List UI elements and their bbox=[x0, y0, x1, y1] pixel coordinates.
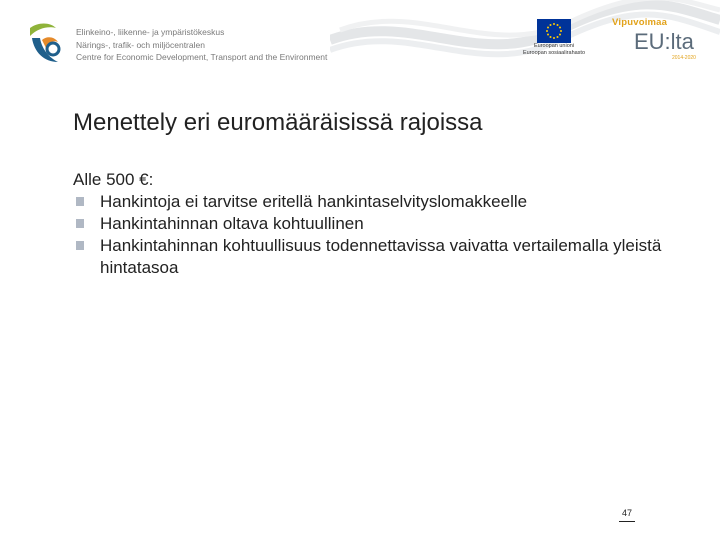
bullet-item bbox=[73, 213, 673, 235]
program-logo-main: EU:lta bbox=[634, 29, 694, 54]
eu-union-label: Euroopan unioni bbox=[533, 43, 575, 49]
slide-body bbox=[73, 169, 673, 279]
slide-title: Menettely eri euromääräisissä rajoissa bbox=[73, 109, 483, 136]
agency-name bbox=[76, 26, 327, 64]
square-bullet-icon bbox=[76, 197, 84, 206]
program-logo-top: Vipuvoimaa bbox=[612, 17, 668, 28]
eu-flag-icon bbox=[537, 19, 571, 43]
intro-text: Alle 500 €: bbox=[73, 170, 154, 189]
square-bullet-icon bbox=[76, 219, 84, 228]
page-number: 47 bbox=[617, 508, 637, 522]
eu-logo bbox=[514, 19, 594, 65]
agency-name-fi: Elinkeino-, liikenne- ja ympäristökeskus bbox=[76, 27, 225, 37]
program-logo bbox=[612, 17, 702, 67]
bullet-text: Hankintoja ei tarvitse eritellä hankintaselvityslomakkeelle bbox=[100, 192, 528, 211]
bullet-item bbox=[73, 235, 673, 279]
agency-name-en: Centre for Economic Development, Transport and the Environment bbox=[76, 52, 328, 62]
bullet-text: Hankintahinnan oltava kohtuullinen bbox=[100, 214, 364, 233]
bullet-item bbox=[73, 191, 673, 213]
bullet-list bbox=[73, 191, 673, 279]
agency-name-sv: Närings-, trafik- och miljöcentralen bbox=[76, 39, 205, 50]
ely-logo-icon bbox=[24, 18, 72, 68]
program-logo-years: 2014-2020 bbox=[672, 55, 696, 61]
header bbox=[0, 0, 720, 80]
bullet-text: Hankintahinnan kohtuullisuus todennettavissa vaivatta vertailemalla yleistä hintatasoa bbox=[100, 236, 662, 277]
eu-fund-label: Euroopan sosiaalirahasto bbox=[522, 50, 586, 56]
square-bullet-icon bbox=[76, 241, 84, 250]
